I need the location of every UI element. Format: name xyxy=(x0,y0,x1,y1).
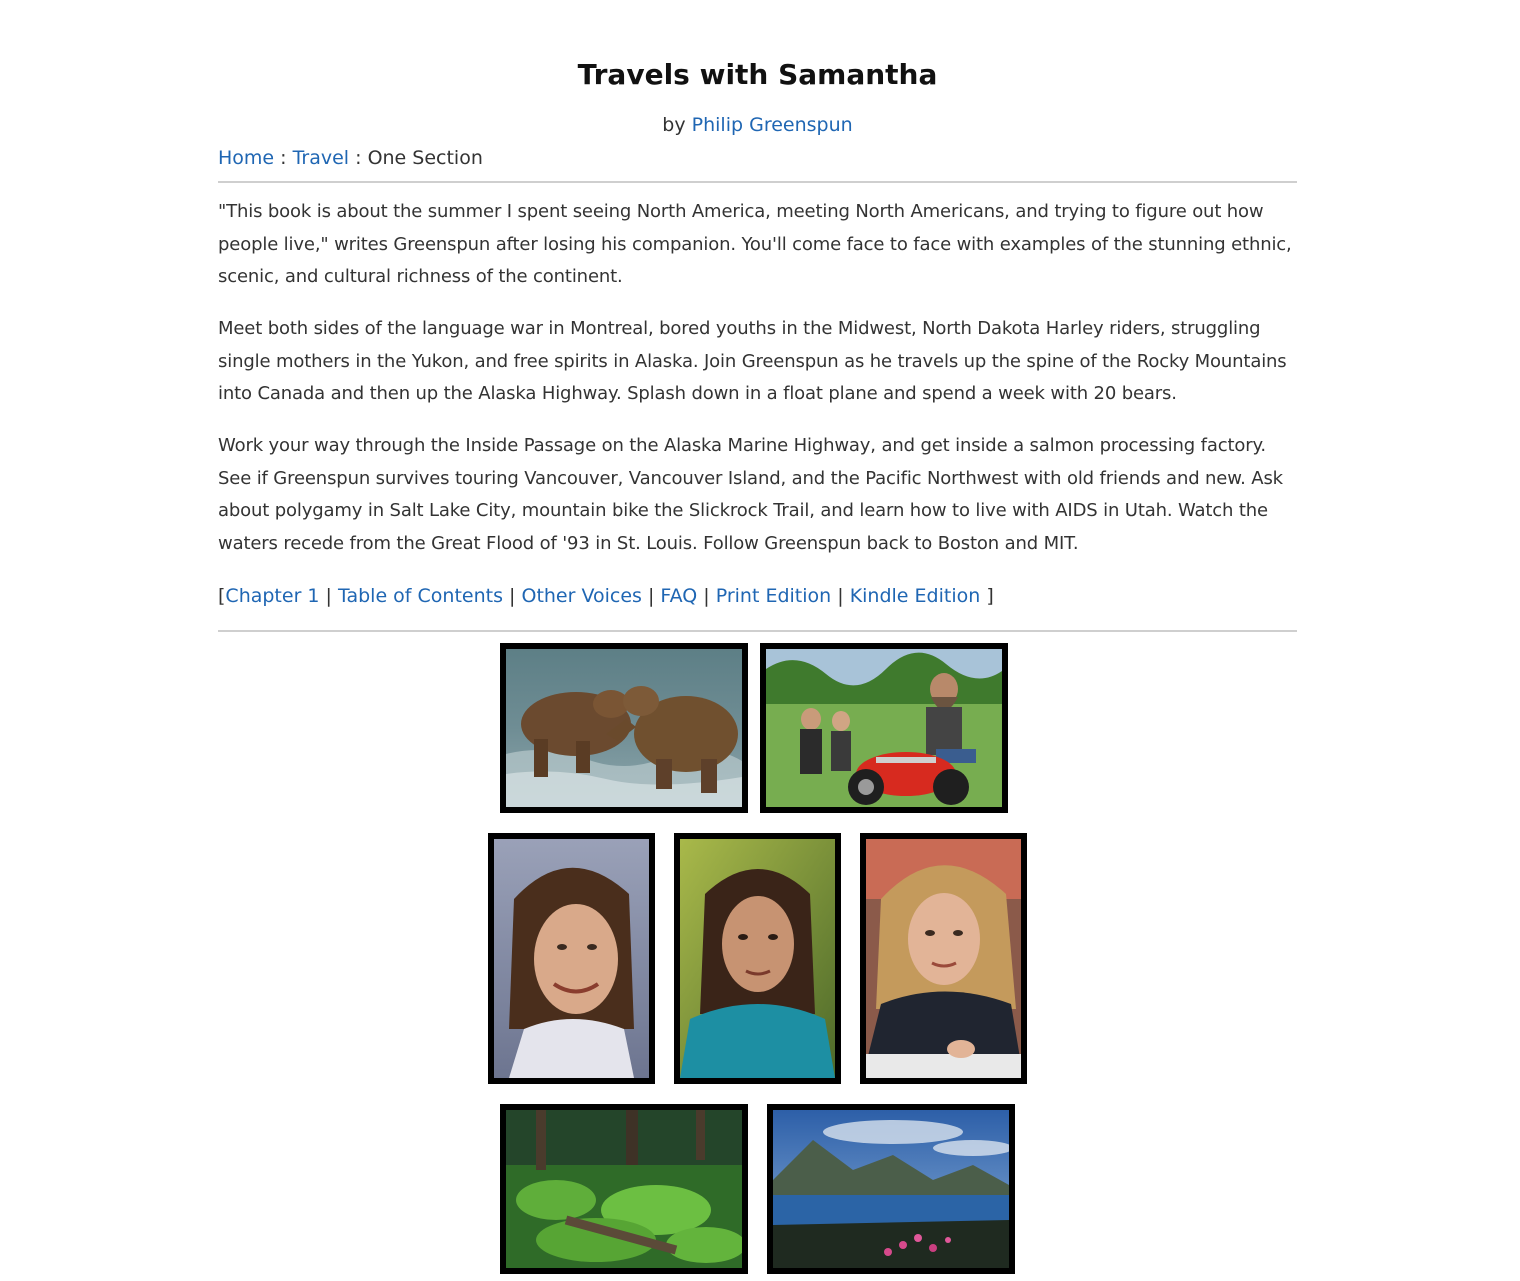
breadcrumb xyxy=(218,145,483,171)
harley-riders-image xyxy=(766,649,1002,807)
forest-floor-image xyxy=(506,1110,742,1268)
breadcrumb-home-link[interactable]: Home xyxy=(218,147,275,169)
woman-teal-shirt-image xyxy=(680,839,835,1078)
smiling-woman-photo[interactable] xyxy=(488,833,655,1084)
harley-riders-photo[interactable] xyxy=(760,643,1008,813)
intro-paragraph: Meet both sides of the language war in Montreal, bored youths in the Midwest, North Dakota Harley riders, struggling single mothers in the Yukon, and free spirits in Alaska. Join Greenspun as he travels up the spine of the Rocky Mountains into Canada and then up the Alaska Highway. Splash down in a float plane and spend a week with 20 bears. xyxy=(218,318,1287,404)
breadcrumb-separator: : xyxy=(349,147,368,169)
nav-bracket: [ xyxy=(218,585,226,607)
nav-table-of-contents-link[interactable]: Table of Contents xyxy=(338,585,503,607)
forest-floor-photo[interactable] xyxy=(500,1104,748,1274)
blonde-woman-photo[interactable] xyxy=(860,833,1027,1084)
divider xyxy=(218,630,1297,632)
woman-teal-shirt-photo[interactable] xyxy=(674,833,841,1084)
divider xyxy=(218,181,1297,183)
breadcrumb-travel-link[interactable]: Travel xyxy=(292,147,350,169)
nav-separator: | xyxy=(319,585,338,607)
mountain-lake-photo[interactable] xyxy=(767,1104,1015,1274)
mountain-lake-image xyxy=(773,1110,1009,1268)
nav-print-edition-link[interactable]: Print Edition xyxy=(715,585,832,607)
nav-separator: | xyxy=(503,585,522,607)
nav-separator: | xyxy=(641,585,661,607)
nav-kindle-edition-link[interactable]: Kindle Edition xyxy=(849,585,981,607)
bears-fighting-photo[interactable] xyxy=(500,643,748,813)
blonde-woman-image xyxy=(866,839,1021,1078)
nav-faq-link[interactable]: FAQ xyxy=(660,585,698,607)
nav-other-voices-link[interactable]: Other Voices xyxy=(521,585,642,607)
author-link[interactable]: Philip Greenspun xyxy=(691,114,853,136)
smiling-woman-image xyxy=(494,839,649,1078)
intro-paragraph: Work your way through the Inside Passage on the Alaska Marine Highway, and get inside a salmon processing factory. See if Greenspun survives touring Vancouver, Vancouver Island, and the Pacific Northwest with old friends and new. Ask about polygamy in Salt Lake City, mountain bike the Slickrock Trail, and learn how to live with AIDS in Utah. Watch the waters recede from the Great Flood of '93 in St. Louis. Follow Greenspun back to Boston and MIT. xyxy=(218,435,1283,554)
nav-separator: | xyxy=(697,585,716,607)
book-nav xyxy=(218,581,994,611)
breadcrumb-current: One Section xyxy=(367,147,483,169)
bears-fighting-image xyxy=(506,649,742,807)
nav-bracket: ] xyxy=(980,585,994,607)
intro-paragraph: "This book is about the summer I spent seeing North America, meeting North Americans, and trying to figure out how people live," writes Greenspun after losing his companion. You'll come face to face with examples of the stunning ethnic, scenic, and cultural richness of the continent. xyxy=(218,201,1292,287)
breadcrumb-separator: : xyxy=(274,147,293,169)
byline xyxy=(218,112,1297,138)
nav-chapter-1-link[interactable]: Chapter 1 xyxy=(225,585,320,607)
page-title: Travels with Samantha xyxy=(577,58,938,91)
nav-separator: | xyxy=(831,585,850,607)
byline-prefix: by xyxy=(662,114,686,136)
